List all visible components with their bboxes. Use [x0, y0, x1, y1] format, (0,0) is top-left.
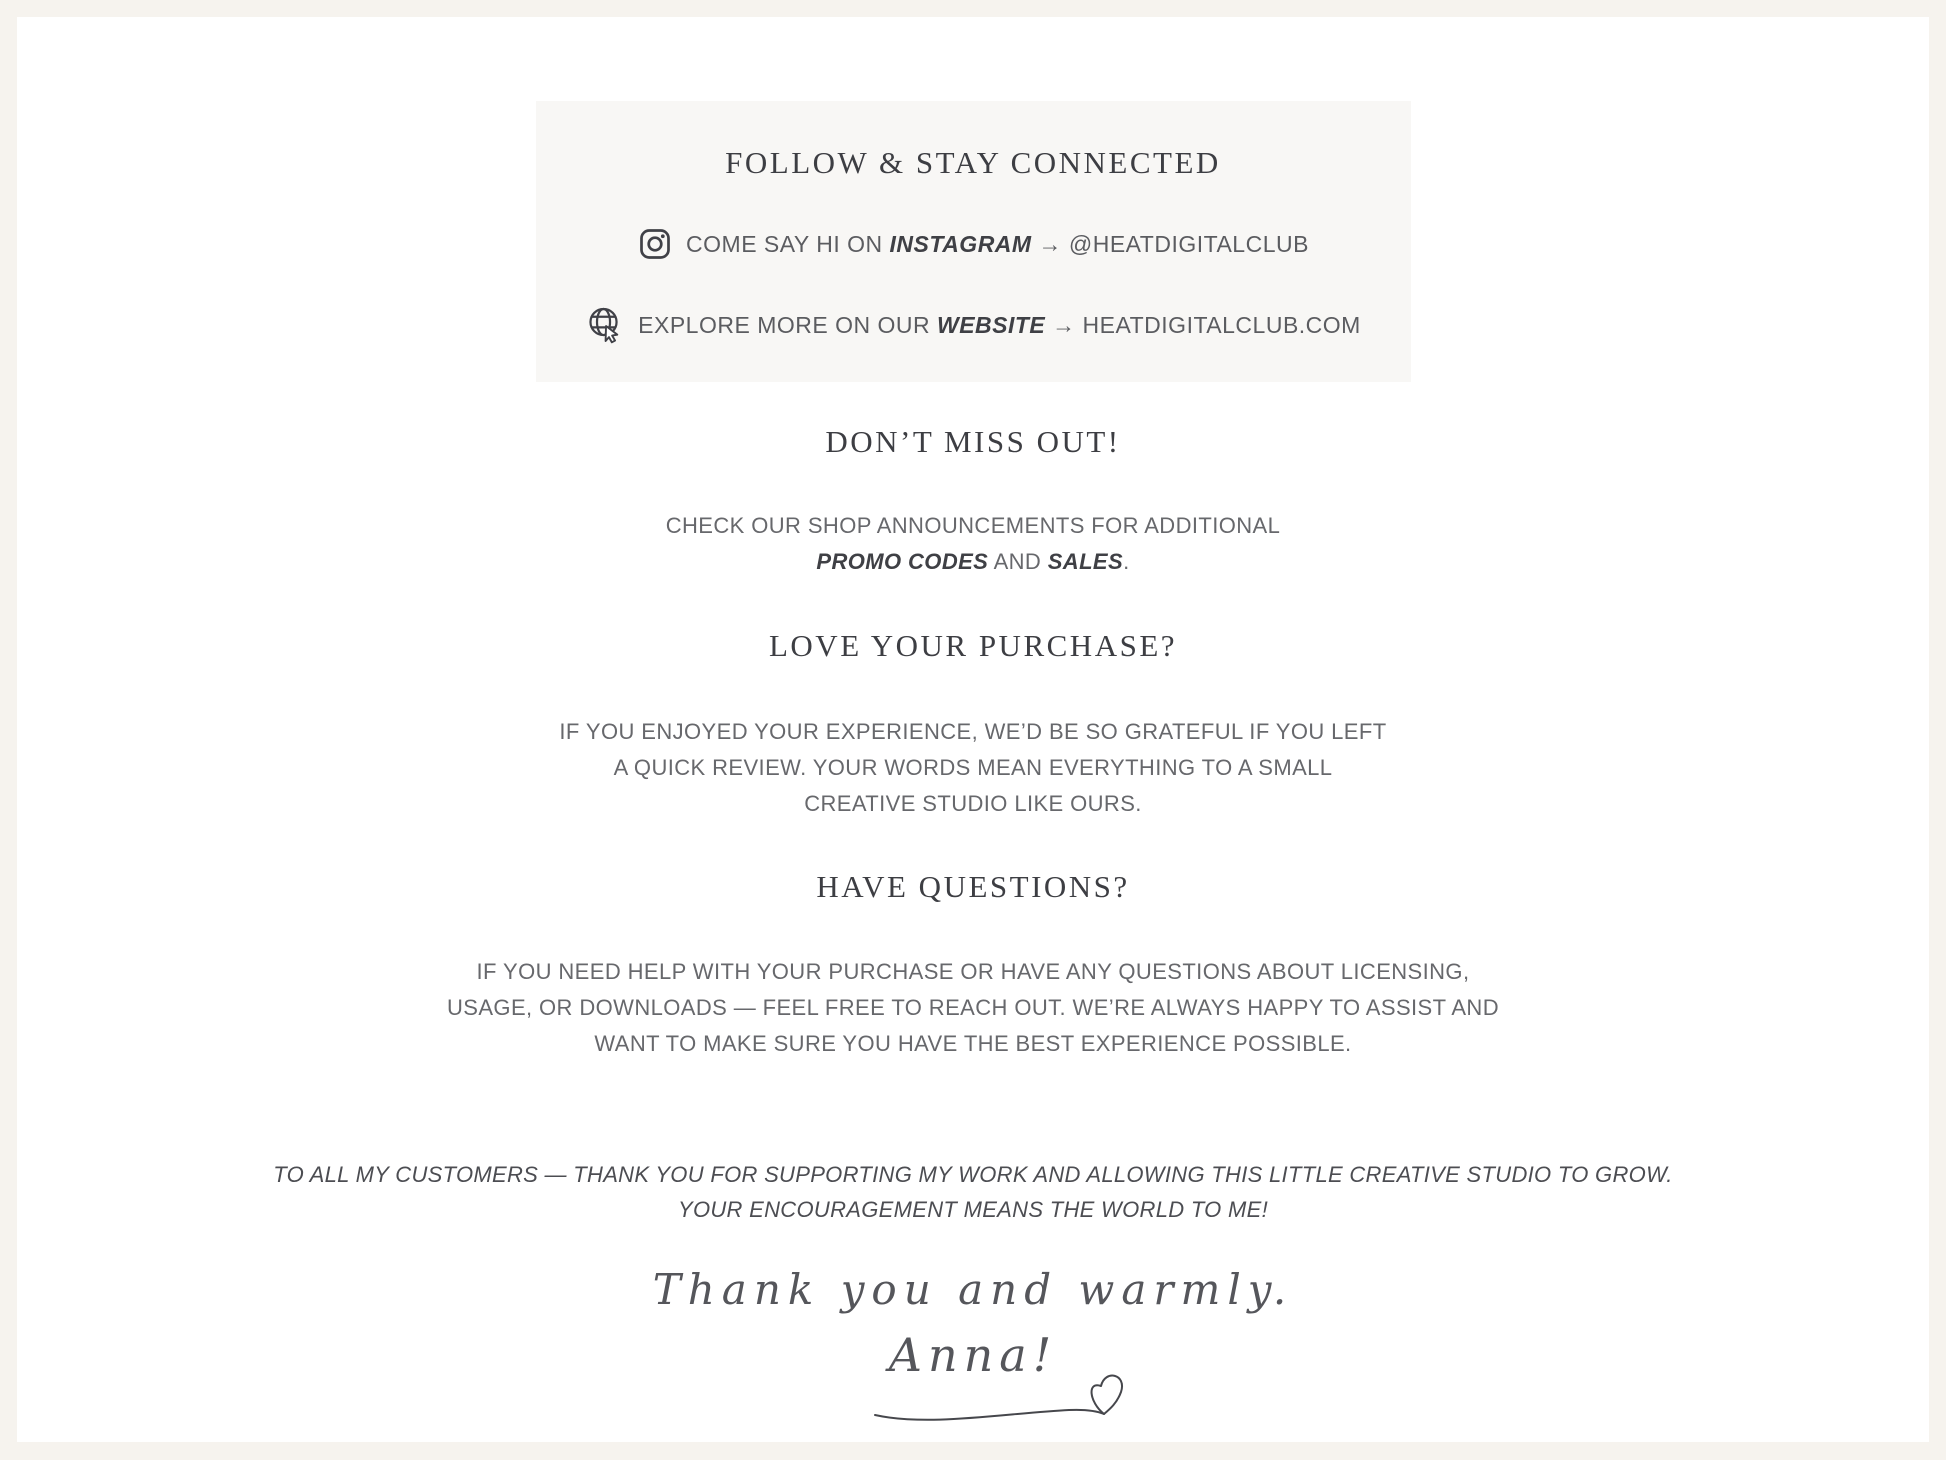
instagram-link-text: COME SAY HI ON INSTAGRAM → @HEATDIGITALCLUB: [686, 231, 1309, 257]
promo-line-1: CHECK OUR SHOP ANNOUNCEMENTS FOR ADDITIONAL: [665, 513, 1281, 538]
website-link-row[interactable]: [536, 305, 1411, 345]
support-line-2: USAGE, OR DOWNLOADS — FEEL FREE TO REACH OUT. WE’RE ALWAYS HAPPY TO ASSIST AND: [447, 995, 1499, 1020]
love-purchase-heading: LOVE YOUR PURCHASE?: [768, 628, 1178, 663]
support-line-1: IF YOU NEED HELP WITH YOUR PURCHASE OR HAVE ANY QUESTIONS ABOUT LICENSING,: [476, 959, 1470, 984]
connect-title: FOLLOW & STAY CONNECTED: [725, 145, 1221, 180]
questions-heading: HAVE QUESTIONS?: [816, 869, 1130, 904]
review-line-1: IF YOU ENJOYED YOUR EXPERIENCE, WE’D BE SO GRATEFUL IF YOU LEFT: [559, 719, 1387, 744]
signature-name: Anna!: [888, 1328, 1058, 1382]
thank-you-card: [17, 17, 1929, 1442]
instagram-link-row[interactable]: [536, 226, 1411, 262]
globe-cursor-icon: [585, 305, 625, 345]
support-paragraph: [17, 954, 1929, 1062]
review-line-2: A QUICK REVIEW. YOUR WORDS MEAN EVERYTHING TO A SMALL: [613, 755, 1333, 780]
signature-closing: Thank you and warmly.: [652, 1265, 1294, 1314]
customer-thanks-paragraph: [17, 1157, 1929, 1227]
review-line-3: CREATIVE STUDIO LIKE OURS.: [804, 791, 1142, 816]
instagram-icon: [637, 226, 673, 262]
website-link-text: EXPLORE MORE ON OUR WEBSITE → HEATDIGITALCLUB.COM: [638, 312, 1361, 338]
promo-paragraph: [17, 508, 1929, 580]
review-paragraph: [17, 714, 1929, 822]
heart-doodle-icon: [867, 1355, 1147, 1435]
promo-line-2: PROMO CODES AND SALES.: [816, 549, 1130, 574]
thanks-line-1: TO ALL MY CUSTOMERS — THANK YOU FOR SUPPORTING MY WORK AND ALLOWING THIS LITTLE CREATIVE STUDIO TO GROW.: [273, 1162, 1673, 1187]
thanks-line-2: YOUR ENCOURAGEMENT MEANS THE WORLD TO ME!: [677, 1197, 1269, 1222]
connect-panel: [536, 101, 1411, 382]
dont-miss-heading: DON’T MISS OUT!: [825, 424, 1121, 459]
support-line-3: WANT TO MAKE SURE YOU HAVE THE BEST EXPERIENCE POSSIBLE.: [594, 1031, 1352, 1056]
